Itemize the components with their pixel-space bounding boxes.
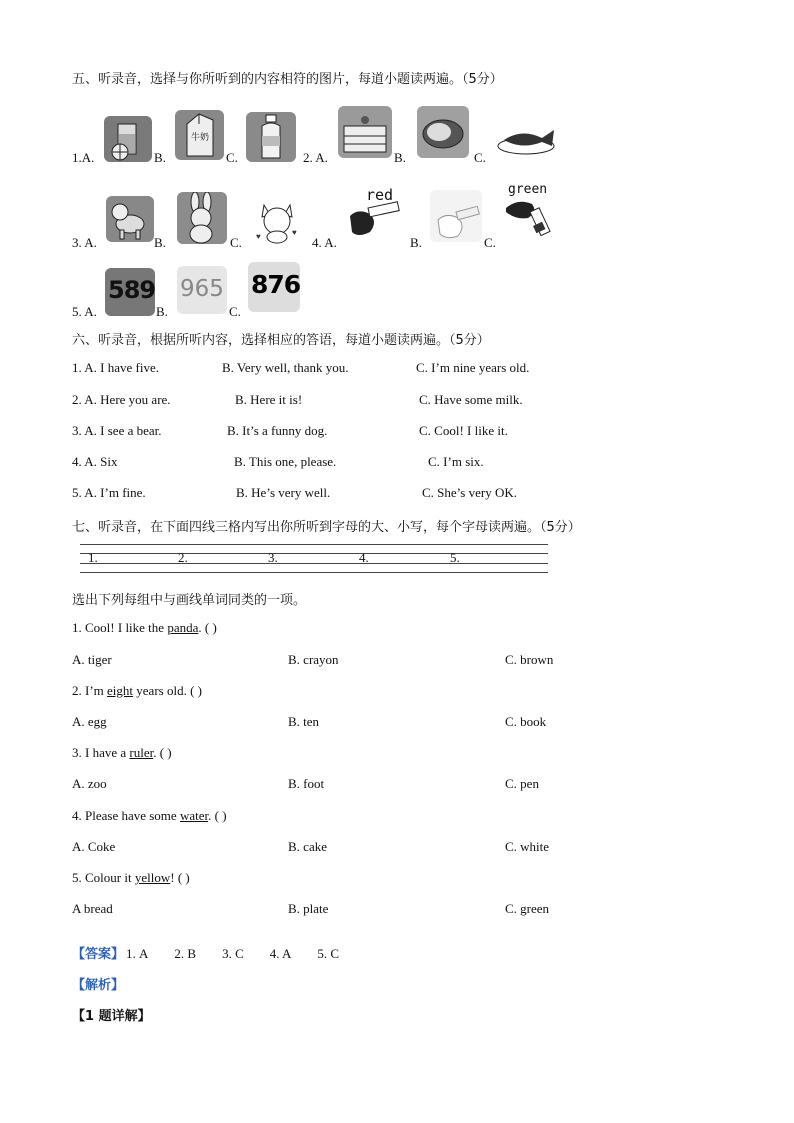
c-label: C. [484,235,496,250]
orange-juice-image[interactable] [104,116,152,162]
q1-label: 1.A. [72,150,95,165]
q2-option-a[interactable]: A. egg [72,714,107,729]
option-1c[interactable]: C. I’m nine years old. [416,360,530,375]
question-5 [72,870,190,886]
q4-option-c[interactable]: C. white [505,839,550,854]
section8-heading: 选出下列每组中与画线单词同类的一项。 [72,593,307,608]
q3-option-c[interactable]: C. pen [505,776,539,791]
cake-image[interactable] [338,106,392,158]
number-965: 965 [180,276,224,302]
q4-option-b[interactable]: B. cake [288,839,327,854]
underlined-word: ruler [129,745,154,760]
cat-image[interactable] [252,195,302,245]
bread-image[interactable] [417,106,469,158]
q2-option-b[interactable]: B. ten [288,714,320,729]
underlined-word: water [179,808,209,823]
q5-option-b[interactable]: B. plate [288,901,329,916]
answer-5: 5. C [317,946,340,961]
svg-text:♥: ♥ [256,232,261,241]
answer-2: 2. B [174,946,197,961]
q-text: 2. I’m [72,683,108,698]
q1-option-c[interactable]: C. brown [505,652,554,667]
option-5b[interactable]: B. He’s very well. [236,485,331,500]
b-label: B. [394,150,406,165]
grid-num-5: 5. [450,550,460,565]
green-text: green [508,182,548,197]
four-line-grid[interactable] [80,544,548,574]
milk-carton-image[interactable] [175,110,224,160]
svg-text:♥: ♥ [292,228,297,237]
q2-option-c[interactable]: C. book [505,714,547,729]
grid-num-4: 4. [359,550,369,565]
option-2c[interactable]: C. Have some milk. [419,392,523,407]
q-blank: ! ( ) [170,870,190,885]
rabbit-image[interactable] [177,192,227,244]
underlined-word: eight [107,683,134,698]
option-1a[interactable]: 1. A. I have five. [72,360,160,375]
q-text: 5. Colour it [72,870,135,885]
section6-heading: 六、听录音，根据所听内容，选择相应的答语，每道小题读两遍。（5分） [72,333,490,348]
answer-3: 3. C [222,946,244,961]
water-bottle-image[interactable] [246,112,296,162]
red-text: red [366,186,394,204]
grid-num-2: 2. [178,550,188,565]
q-blank: . ( ) [208,808,227,823]
answer-1: 1. A [126,946,149,961]
q1-option-b[interactable]: B. crayon [288,652,339,667]
number-876-image[interactable] [248,262,300,312]
b-label: B. [154,150,166,165]
section5-heading: 五、听录音，选择与你所听到的内容相符的图片，每道小题读两遍。（5分） [72,72,503,87]
white-paint-image[interactable] [430,190,482,242]
q5-label: 5. A. [72,304,97,319]
c-label: C. [230,235,242,250]
option-3a[interactable]: 3. A. I see a bear. [72,423,162,438]
q4-label: 4. A. [312,235,337,250]
analysis-tag: 【解析】 [72,978,125,993]
number-589: 589 [108,276,155,304]
q-blank: . ( ) [198,620,217,635]
q3-label: 3. A. [72,235,97,250]
answer-4: 4. A [269,946,292,961]
q5-option-c[interactable]: C. green [505,901,550,916]
underlined-word: panda [167,620,199,635]
green-paint-image[interactable] [500,182,558,244]
q3-option-b[interactable]: B. foot [288,776,325,791]
q-blank: . ( ) [153,745,172,760]
option-3c[interactable]: C. Cool! I like it. [419,423,508,438]
number-589-image[interactable] [105,268,155,316]
red-paint-image[interactable] [344,186,402,246]
question-2 [72,683,202,699]
number-876: 876 [251,270,300,299]
section7-heading: 七、听录音，在下面四线三格内写出你所听到字母的大、小写，每个字母读两遍。（5分） [72,520,581,535]
option-4c[interactable]: C. I’m six. [428,454,484,469]
q5-option-a[interactable]: A bread [72,901,113,916]
question-4 [72,808,227,824]
option-2b[interactable]: B. Here it is! [235,392,303,407]
answer-tag: 【答案】 [72,947,125,962]
q3-option-a[interactable]: A. zoo [72,776,107,791]
dog-image[interactable] [106,196,154,242]
option-3b[interactable]: B. It’s a funny dog. [227,423,328,438]
option-4b[interactable]: B. This one, please. [234,454,337,469]
q1-option-a[interactable]: A. tiger [72,652,112,667]
option-5c[interactable]: C. She’s very OK. [422,485,517,500]
b-label: B. [156,304,168,319]
c-label: C. [229,304,241,319]
answer-line [72,943,339,962]
detail-heading: 【1 题详解】 [72,1009,151,1024]
grid-num-1: 1. [88,550,98,565]
c-label: C. [226,150,238,165]
question-1 [72,620,217,636]
option-5a[interactable]: 5. A. I’m fine. [72,485,146,500]
q-blank: years old. ( ) [133,683,202,698]
q2-label: 2. A. [303,150,328,165]
question-3 [72,745,172,761]
q4-option-a[interactable]: A. Coke [72,839,116,854]
c-label: C. [474,150,486,165]
grid-num-3: 3. [268,550,278,565]
b-label: B. [410,235,422,250]
milk-text: 牛奶 [191,133,210,143]
number-965-image[interactable] [177,266,227,314]
option-4a[interactable]: 4. A. Six [72,454,118,469]
option-2a[interactable]: 2. A. Here you are. [72,392,171,407]
q-text: 4. Please have some [72,808,180,823]
underlined-word: yellow [134,870,171,885]
q-text: 1. Cool! I like the [72,620,168,635]
option-1b[interactable]: B. Very well, thank you. [222,360,349,375]
q-text: 3. I have a [72,745,130,760]
fish-plate-image[interactable] [496,120,560,156]
b-label: B. [154,235,166,250]
